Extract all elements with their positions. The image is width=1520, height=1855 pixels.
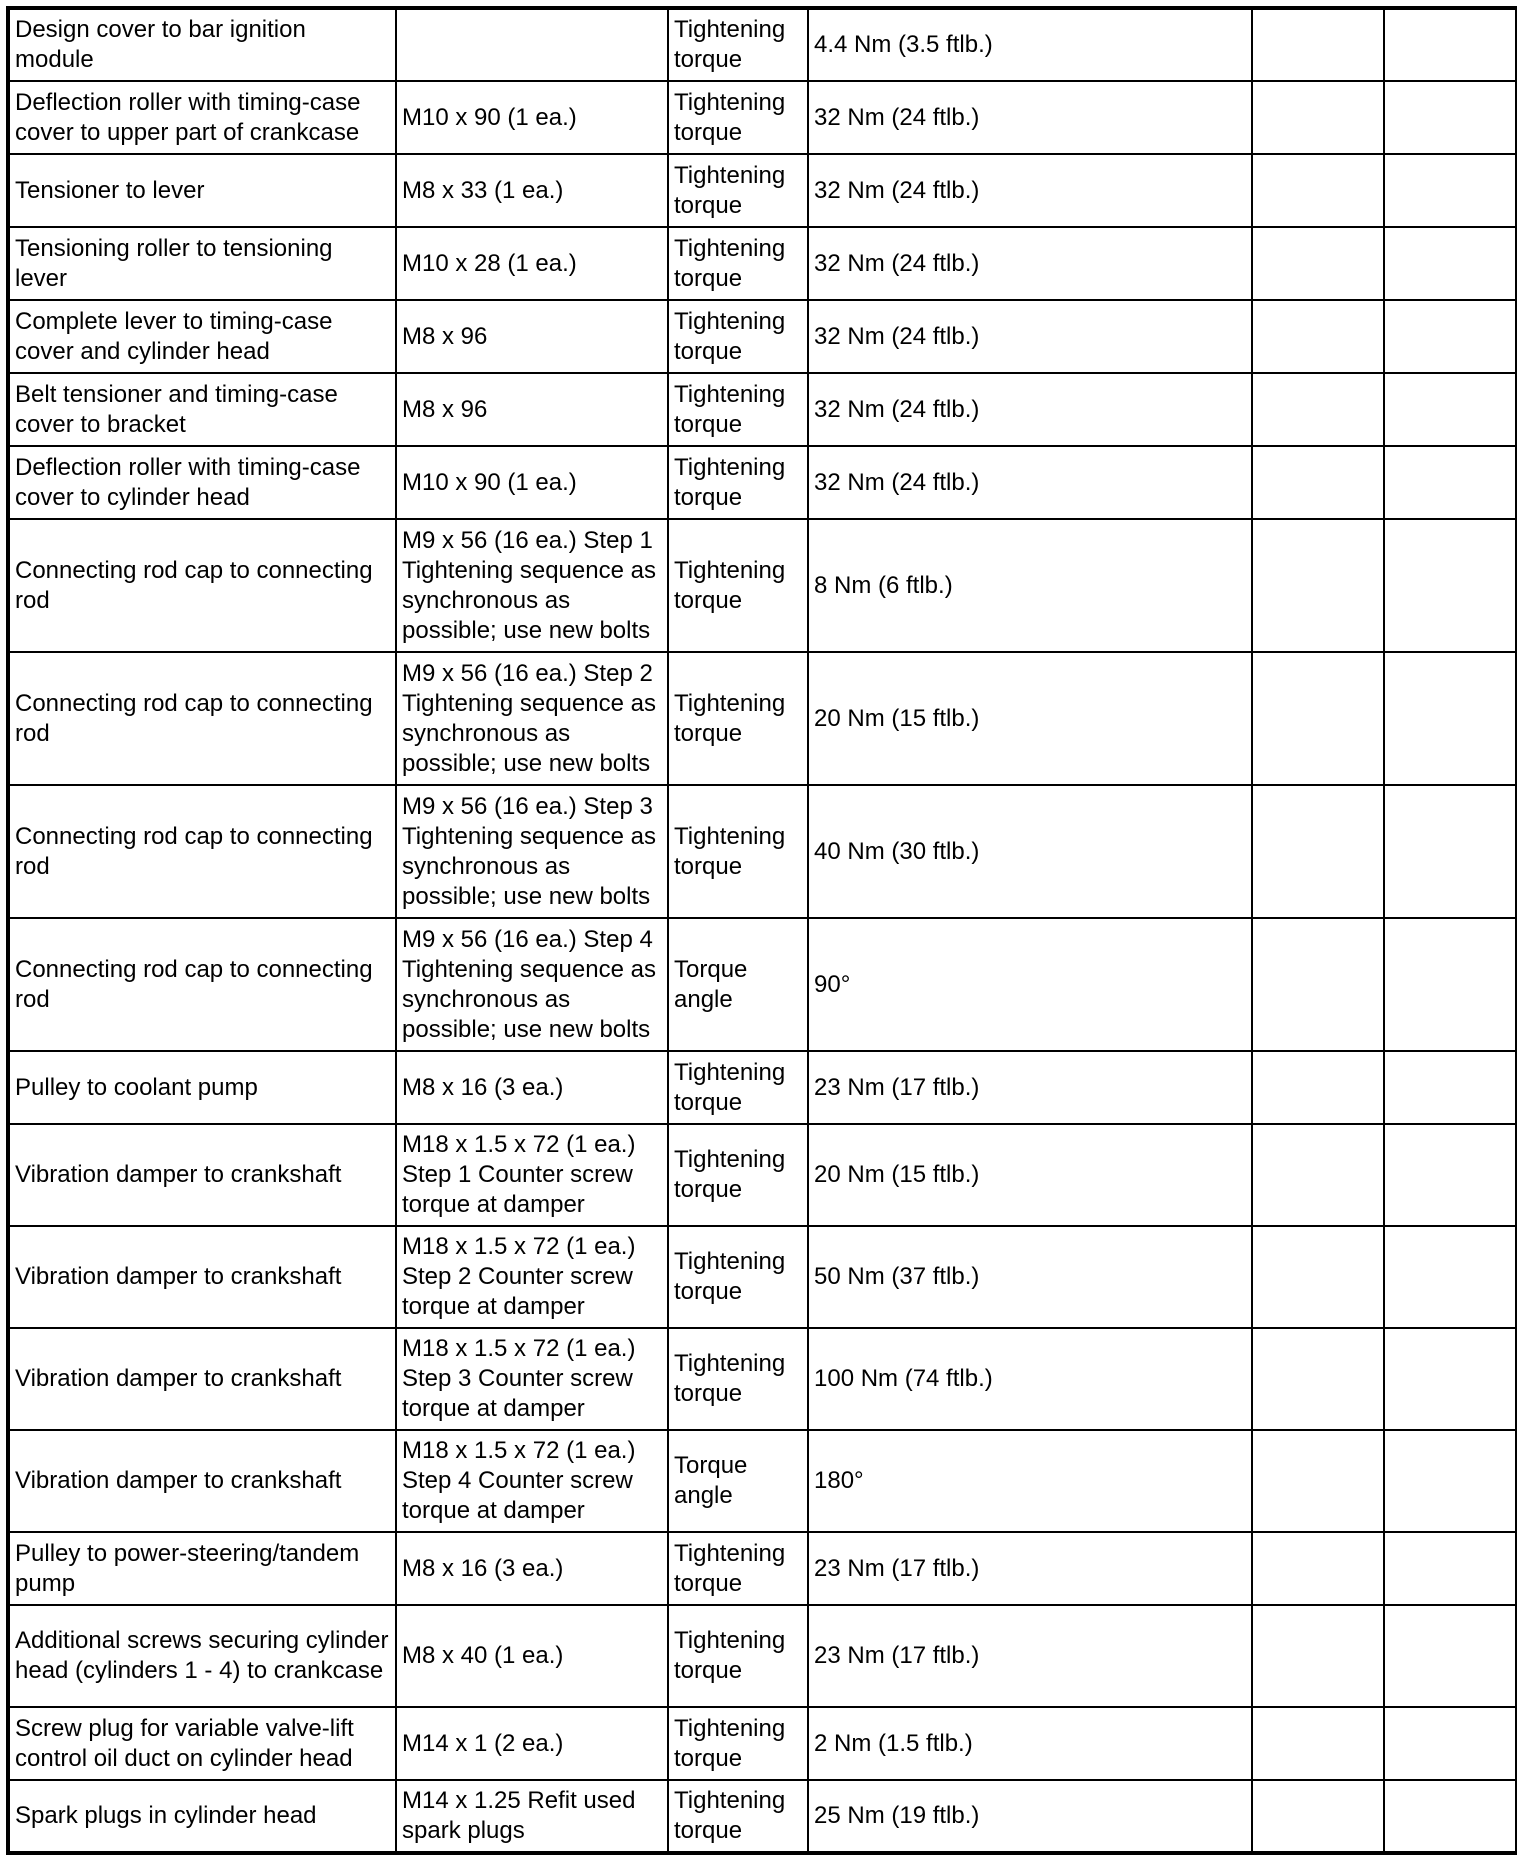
blank-cell-2	[1384, 81, 1516, 154]
torque-type-cell: Tightening torque	[668, 1124, 808, 1226]
torque-value-cell: 20 Nm (15 ftlb.)	[808, 652, 1252, 785]
blank-cell-2	[1384, 1605, 1516, 1707]
torque-value-cell: 32 Nm (24 ftlb.)	[808, 81, 1252, 154]
fastener-cell: M14 x 1.25 Refit used spark plugs	[396, 1780, 668, 1853]
table-row	[8, 1707, 1516, 1780]
table-row	[8, 1051, 1516, 1124]
torque-type-cell: Tightening torque	[668, 1605, 808, 1707]
fastener-cell: M8 x 96	[396, 373, 668, 446]
fastener-cell: M8 x 96	[396, 300, 668, 373]
torque-value-cell: 180°	[808, 1430, 1252, 1532]
table-row	[8, 519, 1516, 652]
blank-cell-1	[1252, 918, 1384, 1051]
torque-type-cell: Tightening torque	[668, 1532, 808, 1605]
component-cell: Vibration damper to crankshaft	[8, 1226, 396, 1328]
fastener-cell: M10 x 90 (1 ea.)	[396, 81, 668, 154]
component-cell: Vibration damper to crankshaft	[8, 1430, 396, 1532]
torque-type-cell: Tightening torque	[668, 1707, 808, 1780]
blank-cell-2	[1384, 1328, 1516, 1430]
blank-cell-2	[1384, 652, 1516, 785]
torque-value-cell: 25 Nm (19 ftlb.)	[808, 1780, 1252, 1853]
fastener-cell: M9 x 56 (16 ea.) Step 3 Tightening sequence as synchronous as possible; use new bolts	[396, 785, 668, 918]
blank-cell-2	[1384, 1707, 1516, 1780]
torque-value-cell: 32 Nm (24 ftlb.)	[808, 300, 1252, 373]
component-cell: Connecting rod cap to connecting rod	[8, 918, 396, 1051]
torque-value-cell: 4.4 Nm (3.5 ftlb.)	[808, 8, 1252, 81]
torque-value-cell: 23 Nm (17 ftlb.)	[808, 1051, 1252, 1124]
table-row	[8, 81, 1516, 154]
table-row	[8, 446, 1516, 519]
table-row	[8, 1124, 1516, 1226]
torque-type-cell: Tightening torque	[668, 1780, 808, 1853]
torque-type-cell: Torque angle	[668, 918, 808, 1051]
torque-value-cell: 40 Nm (30 ftlb.)	[808, 785, 1252, 918]
blank-cell-2	[1384, 1226, 1516, 1328]
component-cell: Tensioning roller to tensioning lever	[8, 227, 396, 300]
torque-type-cell: Torque angle	[668, 1430, 808, 1532]
fastener-cell: M18 x 1.5 x 72 (1 ea.) Step 1 Counter screw torque at damper	[396, 1124, 668, 1226]
blank-cell-1	[1252, 300, 1384, 373]
blank-cell-1	[1252, 1226, 1384, 1328]
component-cell: Deflection roller with timing-case cover to cylinder head	[8, 446, 396, 519]
blank-cell-2	[1384, 154, 1516, 227]
torque-value-cell: 23 Nm (17 ftlb.)	[808, 1605, 1252, 1707]
blank-cell-1	[1252, 446, 1384, 519]
fastener-cell: M8 x 40 (1 ea.)	[396, 1605, 668, 1707]
blank-cell-1	[1252, 1124, 1384, 1226]
table-row	[8, 1780, 1516, 1853]
component-cell: Design cover to bar ignition module	[8, 8, 396, 81]
torque-value-cell: 20 Nm (15 ftlb.)	[808, 1124, 1252, 1226]
table-row	[8, 1226, 1516, 1328]
torque-spec-table	[6, 6, 1517, 1855]
torque-type-cell: Tightening torque	[668, 1051, 808, 1124]
torque-type-cell: Tightening torque	[668, 652, 808, 785]
component-cell: Connecting rod cap to connecting rod	[8, 785, 396, 918]
blank-cell-2	[1384, 446, 1516, 519]
torque-type-cell: Tightening torque	[668, 154, 808, 227]
blank-cell-1	[1252, 1532, 1384, 1605]
torque-value-cell: 8 Nm (6 ftlb.)	[808, 519, 1252, 652]
blank-cell-2	[1384, 300, 1516, 373]
torque-type-cell: Tightening torque	[668, 446, 808, 519]
blank-cell-1	[1252, 1707, 1384, 1780]
table-row	[8, 154, 1516, 227]
torque-value-cell: 2 Nm (1.5 ftlb.)	[808, 1707, 1252, 1780]
fastener-cell: M9 x 56 (16 ea.) Step 2 Tightening sequence as synchronous as possible; use new bolts	[396, 652, 668, 785]
torque-value-cell: 50 Nm (37 ftlb.)	[808, 1226, 1252, 1328]
component-cell: Connecting rod cap to connecting rod	[8, 519, 396, 652]
table-row	[8, 227, 1516, 300]
blank-cell-1	[1252, 1051, 1384, 1124]
torque-value-cell: 90°	[808, 918, 1252, 1051]
torque-value-cell: 23 Nm (17 ftlb.)	[808, 1532, 1252, 1605]
blank-cell-2	[1384, 227, 1516, 300]
blank-cell-1	[1252, 1328, 1384, 1430]
blank-cell-1	[1252, 373, 1384, 446]
component-cell: Pulley to coolant pump	[8, 1051, 396, 1124]
torque-value-cell: 100 Nm (74 ftlb.)	[808, 1328, 1252, 1430]
blank-cell-2	[1384, 1780, 1516, 1853]
blank-cell-2	[1384, 519, 1516, 652]
component-cell: Vibration damper to crankshaft	[8, 1124, 396, 1226]
fastener-cell: M8 x 16 (3 ea.)	[396, 1051, 668, 1124]
torque-value-cell: 32 Nm (24 ftlb.)	[808, 154, 1252, 227]
blank-cell-1	[1252, 154, 1384, 227]
torque-value-cell: 32 Nm (24 ftlb.)	[808, 446, 1252, 519]
fastener-cell: M18 x 1.5 x 72 (1 ea.) Step 3 Counter screw torque at damper	[396, 1328, 668, 1430]
blank-cell-2	[1384, 785, 1516, 918]
component-cell: Complete lever to timing-case cover and cylinder head	[8, 300, 396, 373]
blank-cell-1	[1252, 1605, 1384, 1707]
table-row	[8, 373, 1516, 446]
table-row	[8, 1430, 1516, 1532]
component-cell: Tensioner to lever	[8, 154, 396, 227]
fastener-cell: M14 x 1 (2 ea.)	[396, 1707, 668, 1780]
component-cell: Screw plug for variable valve-lift control oil duct on cylinder head	[8, 1707, 396, 1780]
blank-cell-1	[1252, 519, 1384, 652]
fastener-cell: M10 x 90 (1 ea.)	[396, 446, 668, 519]
table-row	[8, 1605, 1516, 1707]
blank-cell-1	[1252, 8, 1384, 81]
component-cell: Spark plugs in cylinder head	[8, 1780, 396, 1853]
torque-type-cell: Tightening torque	[668, 300, 808, 373]
component-cell: Connecting rod cap to connecting rod	[8, 652, 396, 785]
blank-cell-1	[1252, 652, 1384, 785]
table-body	[8, 8, 1516, 1853]
fastener-cell: M8 x 33 (1 ea.)	[396, 154, 668, 227]
fastener-cell: M8 x 16 (3 ea.)	[396, 1532, 668, 1605]
component-cell: Vibration damper to crankshaft	[8, 1328, 396, 1430]
blank-cell-1	[1252, 1780, 1384, 1853]
blank-cell-2	[1384, 1124, 1516, 1226]
blank-cell-2	[1384, 8, 1516, 81]
table-row	[8, 652, 1516, 785]
torque-type-cell: Tightening torque	[668, 519, 808, 652]
blank-cell-2	[1384, 1532, 1516, 1605]
fastener-cell: M18 x 1.5 x 72 (1 ea.) Step 4 Counter screw torque at damper	[396, 1430, 668, 1532]
torque-type-cell: Tightening torque	[668, 1328, 808, 1430]
fastener-cell: M18 x 1.5 x 72 (1 ea.) Step 2 Counter screw torque at damper	[396, 1226, 668, 1328]
blank-cell-1	[1252, 1430, 1384, 1532]
torque-type-cell: Tightening torque	[668, 373, 808, 446]
torque-type-cell: Tightening torque	[668, 81, 808, 154]
blank-cell-1	[1252, 785, 1384, 918]
table-row	[8, 1532, 1516, 1605]
blank-cell-2	[1384, 373, 1516, 446]
blank-cell-1	[1252, 81, 1384, 154]
fastener-cell: M10 x 28 (1 ea.)	[396, 227, 668, 300]
table-row	[8, 300, 1516, 373]
fastener-cell	[396, 8, 668, 81]
blank-cell-1	[1252, 227, 1384, 300]
table-row	[8, 1328, 1516, 1430]
table-row	[8, 918, 1516, 1051]
component-cell: Deflection roller with timing-case cover to upper part of crankcase	[8, 81, 396, 154]
table-row	[8, 785, 1516, 918]
torque-value-cell: 32 Nm (24 ftlb.)	[808, 227, 1252, 300]
table-row	[8, 8, 1516, 81]
component-cell: Additional screws securing cylinder head (cylinders 1 - 4) to crankcase	[8, 1605, 396, 1707]
torque-type-cell: Tightening torque	[668, 8, 808, 81]
torque-type-cell: Tightening torque	[668, 227, 808, 300]
blank-cell-2	[1384, 918, 1516, 1051]
fastener-cell: M9 x 56 (16 ea.) Step 1 Tightening sequence as synchronous as possible; use new bolts	[396, 519, 668, 652]
component-cell: Pulley to power-steering/tandem pump	[8, 1532, 396, 1605]
torque-type-cell: Tightening torque	[668, 785, 808, 918]
component-cell: Belt tensioner and timing-case cover to bracket	[8, 373, 396, 446]
blank-cell-2	[1384, 1051, 1516, 1124]
torque-type-cell: Tightening torque	[668, 1226, 808, 1328]
torque-value-cell: 32 Nm (24 ftlb.)	[808, 373, 1252, 446]
fastener-cell: M9 x 56 (16 ea.) Step 4 Tightening sequence as synchronous as possible; use new bolts	[396, 918, 668, 1051]
blank-cell-2	[1384, 1430, 1516, 1532]
